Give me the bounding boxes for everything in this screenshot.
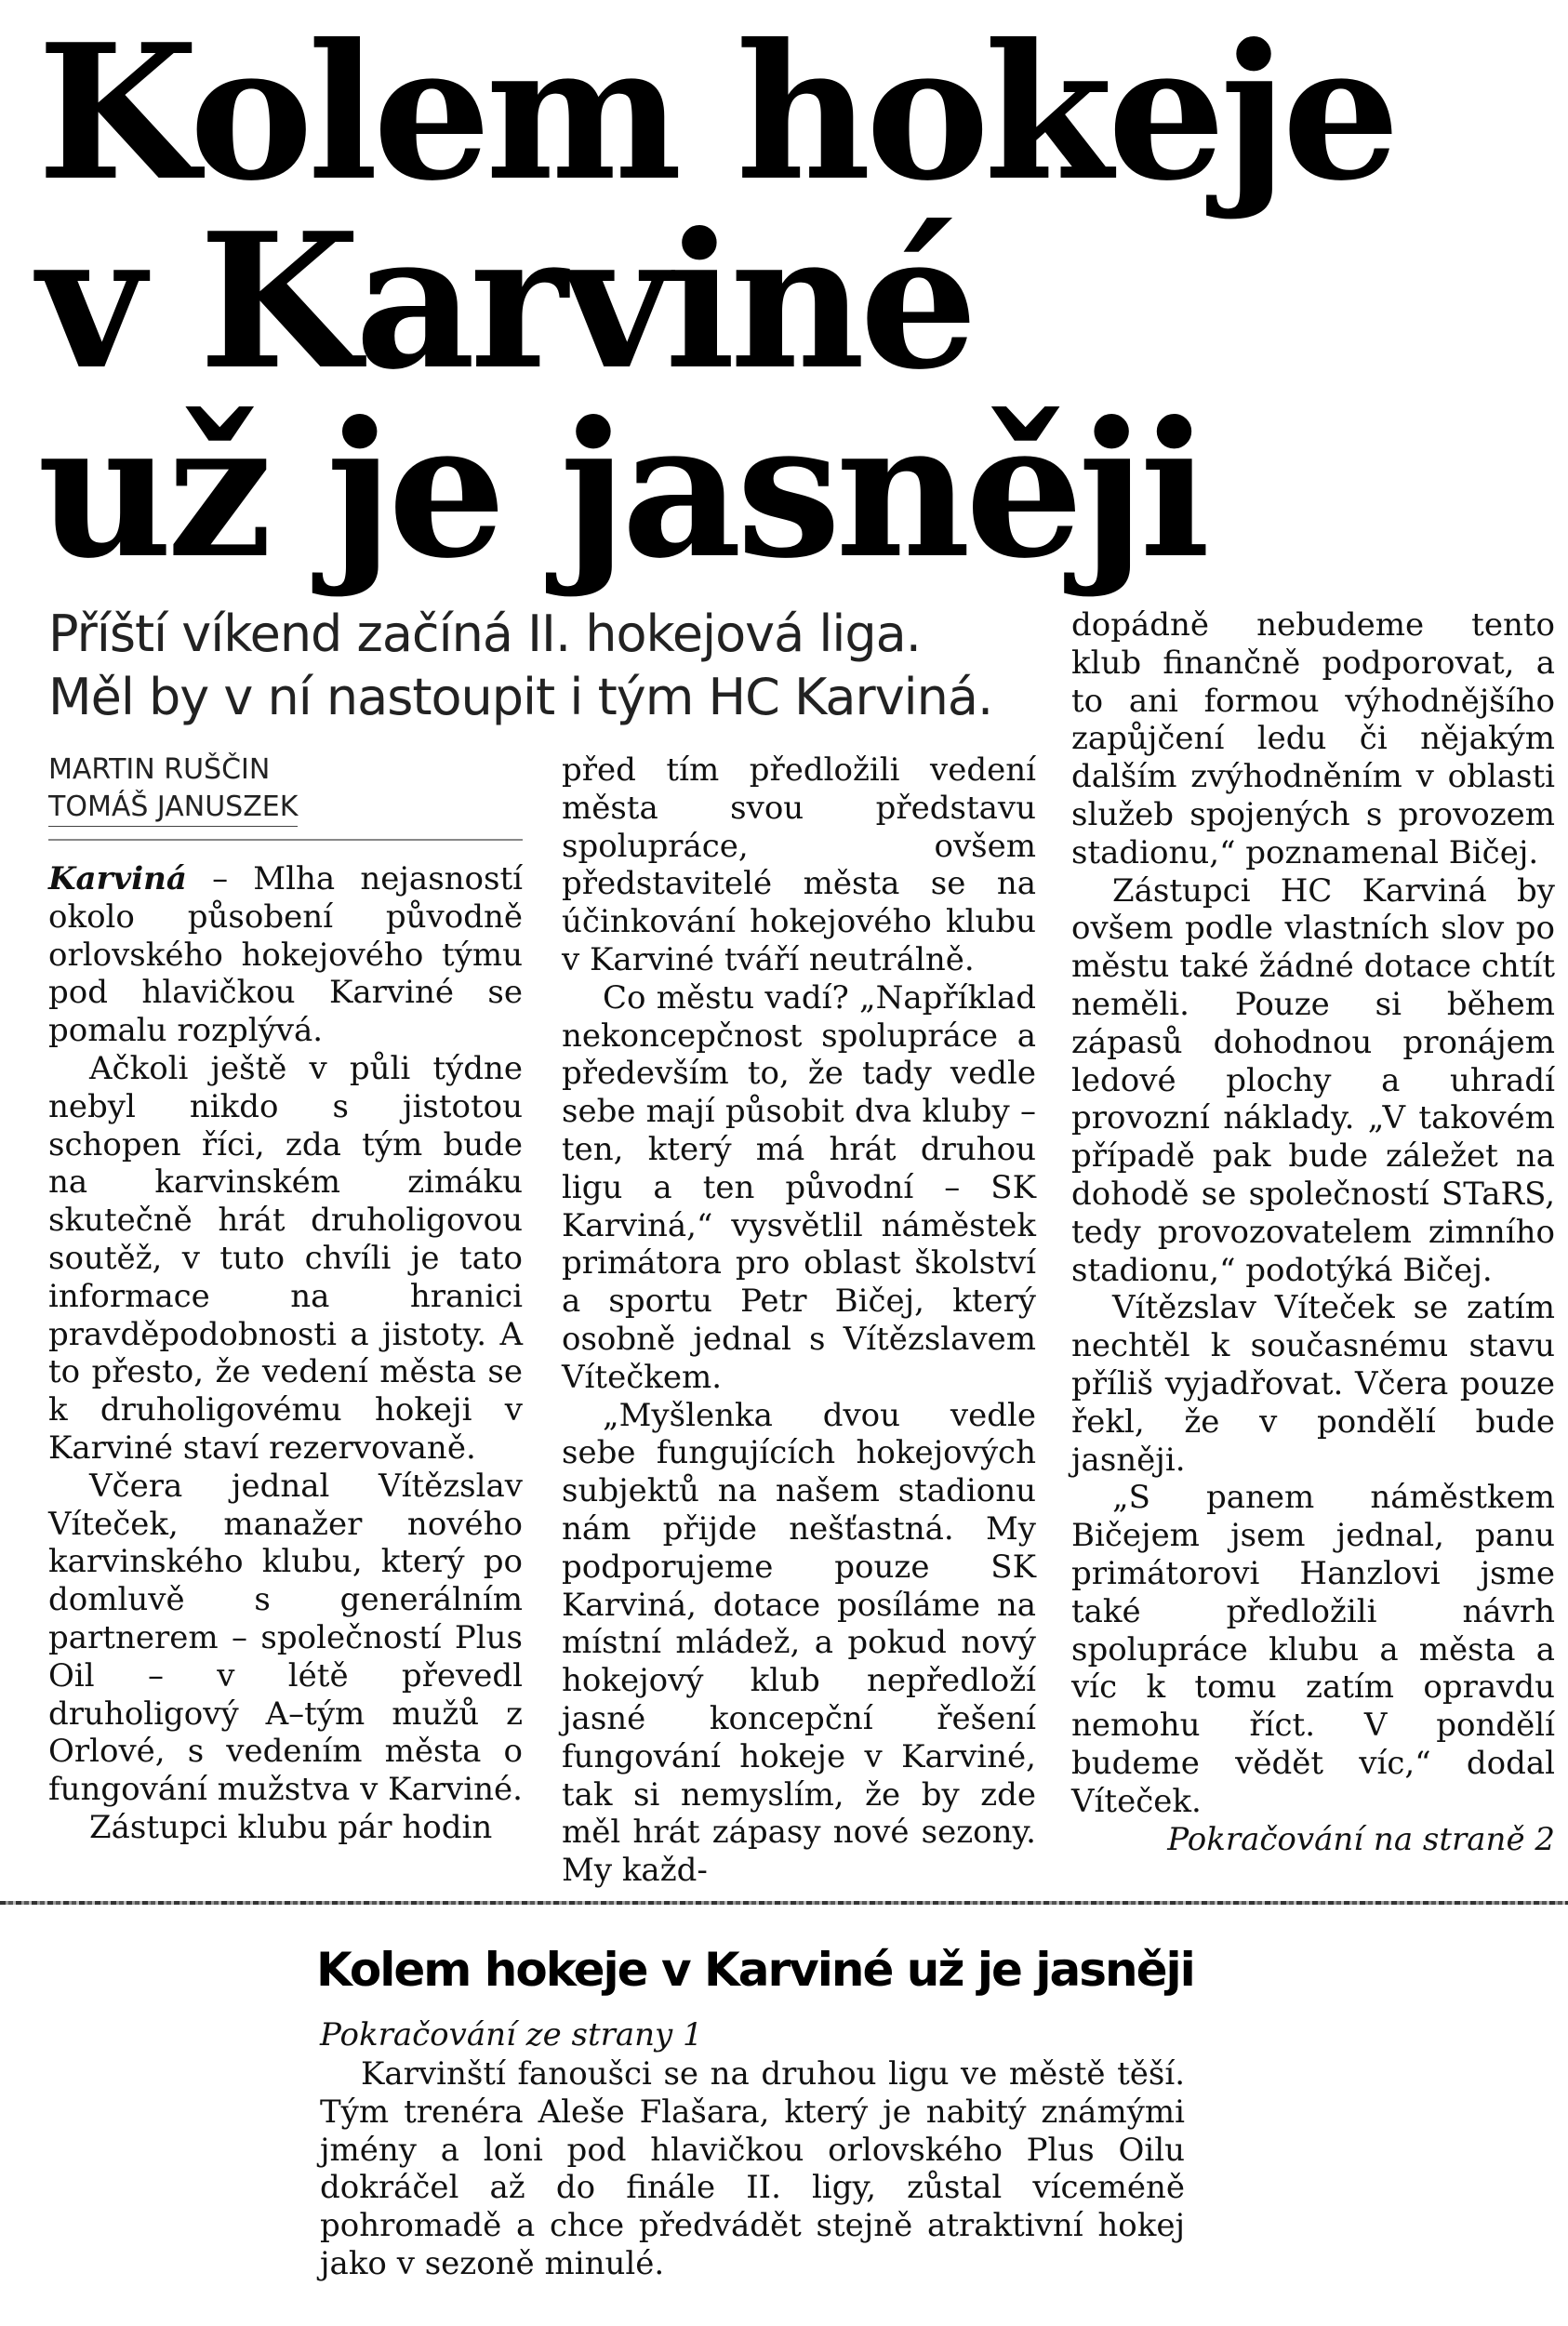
article-paragraph: Včera jednal Vítězslav Víteček, manažer nového karvinského klubu, který po domluvě s generálním partnerem – společností Plus Oil – v létě převedl druholigový A–tým mužů z Orlové, s vedením města o fungování mužstva v Karviné.: [48, 1467, 523, 1809]
article-paragraph: Karvinští fanoušci se na druhou ligu ve městě těší. Tým trenéra Aleše Flašara, který je nabitý známými jmény a loni pod hlavičkou orlovského Plus Oilu dokráčel až do finále II. ligy, zůstal víceméně pohromadě a chce předvádět stejně atraktivní hokej jako v sezoně minulé.: [320, 2055, 1185, 2282]
subheadline: [48, 603, 1071, 729]
subheadline-line: Měl by v ní nastoupit i tým HC Karviná.: [48, 668, 993, 726]
byline-rule: [48, 839, 523, 841]
paragraph-text: – Mlha nejasností okolo působení původně orlovského hokejového týmu pod hlavičkou Karviné se pomalu rozplývá.: [48, 860, 523, 1050]
article-paragraph: před tím předložili vedení města svou představu spolupráce, ovšem představitelé města se na účinkování hokejového klubu v Karviné tváří neutrálně.: [562, 751, 1036, 978]
continued-note: Pokračování na straně 2: [1167, 1820, 1555, 1858]
article-paragraph: [48, 860, 523, 1050]
headline-line: v Karviné: [37, 193, 973, 411]
article-paragraph: „S panem náměstkem Bičejem jsem jednal, panu primátorovi Hanzlovi jsme také předložili návrh spolupráce klubu a města a víc k tomu zatím opravdu nemohu říct. V pondělí budeme vědět víc,“ dodal Víteček.: [1071, 1479, 1555, 1820]
headline: [37, 4, 1395, 600]
article-paragraph: Vítězslav Víteček se zatím nechtěl k současnému stavu příliš vyjadřovat. Včera pouze řekl, že v pondělí bude jasněji.: [1071, 1289, 1555, 1479]
continuation-from-note: Pokračování ze strany 1: [320, 2016, 703, 2054]
article-paragraph: Zástupci HC Karviná by ovšem podle vlastních slov po městu také žádné dotace chtít neměli. Pouze si během zápasů dohodnou pronájem ledové plochy a uhradí provozní náklady. „V takovém případě pak bude záležet na dohodě se společností STaRS, tedy provozovatelem zimního stadionu,“ podotýká Bičej.: [1071, 871, 1555, 1289]
continuation-text-column: [320, 2055, 1185, 2283]
article-column-3: [1071, 606, 1555, 1858]
author-name: MARTIN RUŠČIN: [48, 753, 271, 786]
article-column-2: [562, 751, 1036, 1890]
headline-line: už je jasněji: [37, 381, 1205, 600]
page-divider: [0, 1901, 1568, 1905]
article-paragraph: Ačkoli ještě v půli týdne nebyl nikdo s jistotou schopen říci, zda tým bude na karvinském zimáku skutečně hrát druholigovou soutěž, v tuto chvíli je tato informace na hranici pravděpodobnosti a jistoty. A to přesto, že vedení města se k druholigovému hokeji v Karviné staví rezervovaně.: [48, 1049, 523, 1467]
article-paragraph: dopádně nebudeme tento klub finančně podporovat, a to ani formou výhodnějšího zapůjčení ledu či nějakým dalším zvýhodněním v oblasti služeb spojených s provozem stadionu,“ poznamenal Bičej.: [1071, 606, 1555, 871]
continuation-headline: Kolem hokeje v Karviné už je jasněji: [316, 1943, 1194, 1997]
article-paragraph: Zástupci klubu pár hodin: [89, 1808, 493, 1846]
article-column-1: [48, 860, 523, 1847]
dateline: Karviná: [48, 860, 187, 897]
headline-line: Kolem hokeje: [37, 4, 1395, 222]
subheadline-line: Příští víkend začíná II. hokejová liga.: [48, 605, 921, 663]
author-byline: [48, 751, 513, 827]
article-paragraph: „Myšlenka dvou vedle sebe fungujících hokejových subjektů na našem stadionu nám přijde nešťastná. My podporujeme pouze SK Karviná, dotace posíláme na místní mládež, a pokud nový hokejový klub nepředloží jasné koncepční řešení fungování hokeje v Karviné, tak si nemyslím, že by zde měl hrát zápasy nové sezony. My každ-: [562, 1396, 1036, 1890]
article-paragraph: Co městu vadí? „Například nekoncepčnost spolupráce a především to, že tady vedle sebe mají působit dva kluby – ten, který má hrát druhou ligu a ten původní – SK Karviná,“ vysvětlil náměstek primátora pro oblast školství a sportu Petr Bičej, který osobně jednal s Vítězslavem Vítečkem.: [562, 978, 1036, 1396]
author-name: TOMÁŠ JANUSZEK: [48, 789, 298, 827]
